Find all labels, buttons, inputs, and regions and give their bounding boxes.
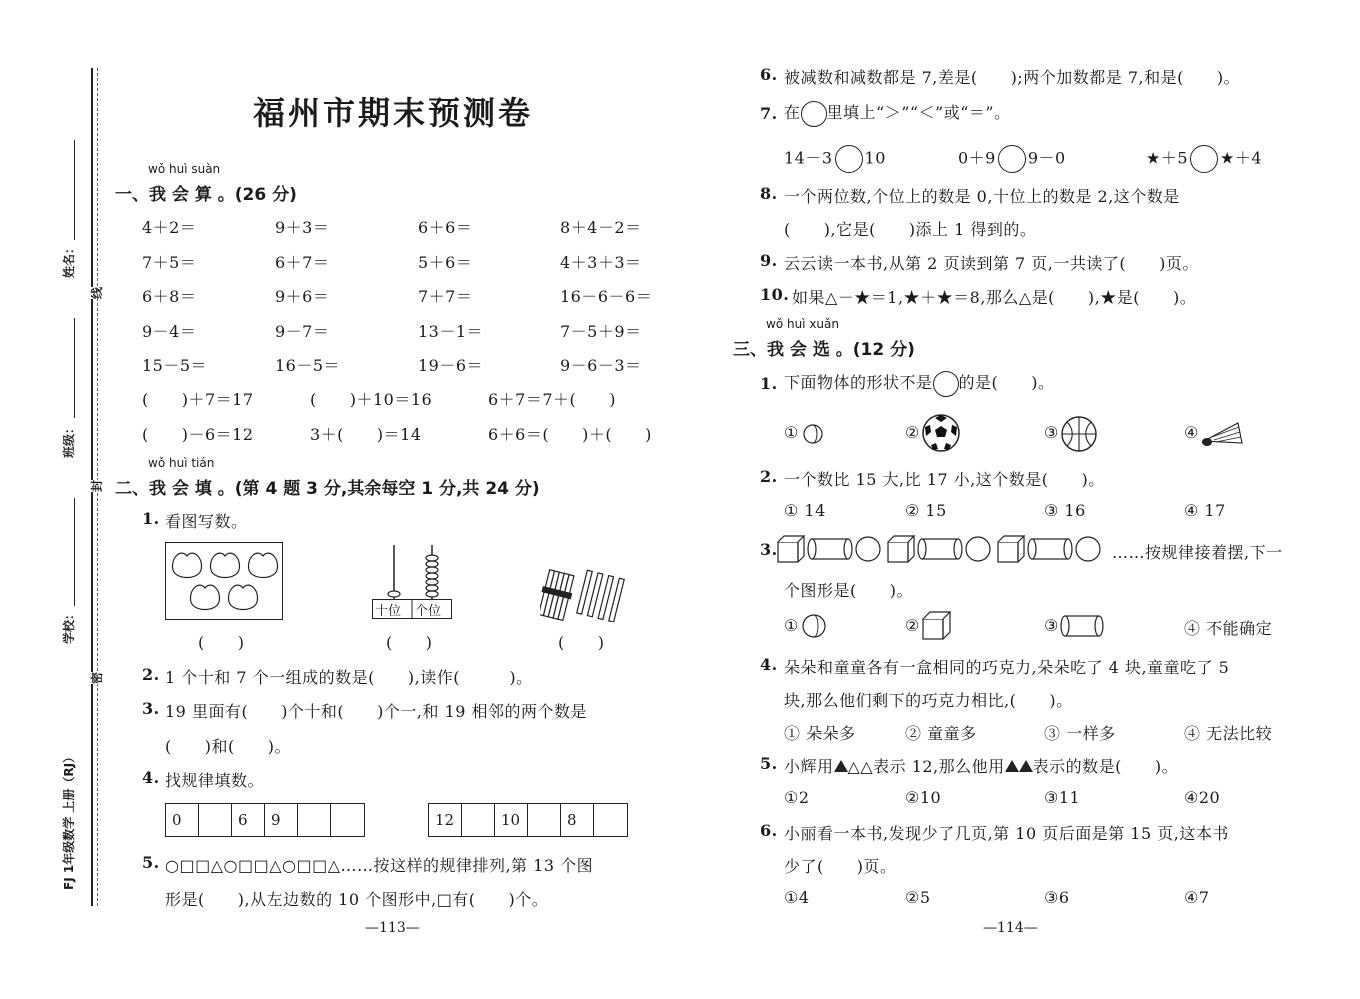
c5-text-c: 表示的数是( )。	[1032, 757, 1179, 776]
fill-row2-3: 6＋6＝( )＋( )	[488, 425, 652, 444]
fill-row2-2: 3＋( )＝14	[310, 425, 422, 444]
calc-item: 7＋5＝	[142, 252, 197, 272]
cube-icon	[778, 536, 804, 562]
c5-option-2: ②10	[905, 788, 942, 807]
section3-title: 三、我 会 选 。(12 分)	[733, 340, 915, 360]
peach-icon	[248, 553, 277, 577]
c1-option-1-label: ①	[784, 423, 799, 442]
sequence-box-1	[165, 803, 365, 837]
fill-row1-2: ( )＋10＝16	[310, 390, 433, 409]
cube-icon	[998, 536, 1024, 562]
fill-row1-1: ( )＋7＝17	[142, 390, 254, 409]
calc-item: 19－6＝	[418, 356, 484, 375]
seq2-cell: 8	[561, 804, 594, 836]
c3-option-2	[905, 616, 920, 635]
c6-option-3: ③6	[1044, 888, 1070, 907]
shuttlecock-icon	[1200, 419, 1244, 449]
calc-item: 16－6－6＝	[560, 287, 653, 306]
c1-option-2	[905, 423, 920, 442]
c1-option-3	[1044, 423, 1059, 442]
page-title: 福州市期末预测卷	[253, 94, 534, 132]
c3-option-3	[1044, 616, 1059, 635]
section2-pinyin: wǒ huì tián	[148, 456, 215, 470]
calc-item: 4＋2＝	[142, 218, 197, 237]
c6-option-2: ②5	[905, 888, 931, 907]
cylinder-icon	[808, 539, 852, 559]
c3-option-1-label: ①	[784, 616, 799, 635]
calc-item: 7＋7＝	[418, 287, 473, 306]
sticks-picture	[540, 568, 632, 622]
calc-item: 9＋3＝	[275, 218, 330, 237]
filled-triangle-icon	[1019, 760, 1033, 772]
seq1-cell: 6	[232, 804, 265, 836]
calc-item: 6＋8＝	[142, 287, 197, 306]
compare-circle-icon	[835, 145, 863, 173]
c1-number: 1.	[760, 374, 778, 393]
q7-text	[784, 100, 1011, 127]
compare-1-left: 14－3	[784, 148, 833, 168]
seq2-cell	[528, 804, 561, 836]
q9-text: 云云读一本书,从第 2 页读到第 7 页,一共读了( )页。	[784, 254, 1199, 273]
compare-3-left: ★＋5	[1146, 148, 1189, 168]
flat-disc-icon	[802, 424, 824, 444]
c1-option-4	[1184, 423, 1199, 442]
q5-text-a: ○□□△○□□△○□□△……按这样的规律排列,第 13 个图	[165, 856, 594, 875]
book-label: FJ 1年级数学 上册（RJ）	[62, 750, 76, 890]
q5-number: 5.	[142, 853, 160, 872]
cylinder-option-icon	[1060, 614, 1104, 638]
c2-number: 2.	[760, 467, 778, 486]
compare-2-left: 0＋9	[958, 148, 996, 168]
c5-option-4: ④20	[1184, 788, 1221, 807]
fill-row2-1: ( )－6＝12	[142, 425, 254, 444]
seq1-cell	[199, 804, 232, 836]
seal-mark-seal: 封	[90, 479, 104, 492]
section1-title: 一、我 会 算 。(26 分)	[115, 185, 297, 205]
c4-option-2: ② 童童多	[905, 724, 977, 743]
calc-item: 13－1＝	[418, 321, 484, 341]
q5-text-b: 形是( ),从左边数的 10 个图形中,□有( )个。	[165, 890, 549, 909]
section1-pinyin: wǒ huì suàn	[148, 162, 221, 176]
q8-text-a: 一个两位数,个位上的数是 0,十位上的数是 2,这个数是	[784, 187, 1180, 206]
seal-mark-secret: 密	[90, 671, 104, 684]
c6-number: 6.	[760, 821, 778, 840]
compare-circle-icon	[801, 101, 827, 127]
q4-text: 找规律填数。	[165, 771, 265, 790]
c3-option-3-label: ③	[1044, 616, 1059, 635]
c1-option-2-label: ②	[905, 423, 920, 442]
q3-text-b: ( )和( )。	[165, 737, 291, 756]
c6-text-a: 小丽看一本书,发现少了几页,第 10 页后面是第 15 页,这本书	[784, 824, 1229, 843]
c1-text	[784, 370, 1055, 397]
c5-text-b: 表示 12,那么他用	[873, 757, 1005, 776]
c1-text-b: 的是( )。	[958, 373, 1055, 392]
c6-option-4: ④7	[1184, 888, 1210, 907]
soccer-ball-icon	[921, 413, 961, 453]
compare-circle-icon	[1190, 145, 1218, 173]
compare-3	[1146, 145, 1262, 173]
peach-icon	[190, 585, 219, 609]
q7-text-b: 里填上“＞”“＜”或“＝”。	[826, 103, 1011, 122]
calc-item: 6＋6＝	[418, 218, 473, 237]
c2-option-3: ③ 16	[1044, 501, 1086, 520]
name-label: 姓名：	[62, 241, 76, 278]
c1-option-3-label: ③	[1044, 423, 1059, 442]
calc-item: 16－5＝	[275, 356, 341, 375]
c2-option-2: ② 15	[905, 501, 947, 520]
seq2-cell	[462, 804, 495, 836]
q1-text: 看图写数。	[165, 512, 248, 531]
q4-number: 4.	[142, 768, 160, 787]
c3-number: 3.	[760, 540, 778, 559]
c5-text	[784, 754, 1178, 777]
calc-item: 7－5＋9＝	[560, 321, 642, 341]
seq1-cell	[298, 804, 331, 836]
c5-option-3: ③11	[1044, 788, 1081, 807]
c3-option-4: ④ 不能确定	[1184, 619, 1273, 638]
calc-item: 4＋3＋3＝	[560, 252, 642, 272]
calc-item: 5＋6＝	[418, 252, 473, 272]
seq2-cell: 12	[429, 804, 462, 836]
c2-text: 一个数比 15 大,比 17 小,这个数是( )。	[784, 470, 1105, 489]
q8-text-b: ( ),它是( )添上 1 得到的。	[784, 220, 1037, 239]
section3-pinyin: wǒ huì xuǎn	[766, 317, 839, 331]
calc-item: 15－5＝	[142, 356, 208, 375]
sphere-icon	[966, 537, 990, 561]
class-label: 班级：	[62, 421, 76, 458]
sequence-box-2	[428, 803, 628, 837]
seq1-cell	[331, 804, 364, 836]
fill-row1-3: 6＋7＝7＋( )	[488, 390, 617, 409]
q7-text-a: 在	[784, 103, 801, 122]
seq1-cell: 0	[166, 804, 199, 836]
q3-number: 3.	[142, 699, 160, 718]
calc-item: 9－6－3＝	[560, 356, 642, 375]
compare-3-right: ★＋4	[1220, 148, 1263, 168]
c3-text-b: 个图形是( )。	[784, 581, 913, 600]
c1-text-a: 下面物体的形状不是	[784, 373, 933, 392]
sphere-icon	[856, 537, 880, 561]
c4-option-1: ① 朵朵多	[784, 724, 856, 743]
c5-number: 5.	[760, 754, 778, 773]
calc-item: 9－4＝	[142, 321, 197, 341]
q6-number: 6.	[760, 65, 778, 84]
basketball-icon	[1060, 415, 1098, 453]
c4-text-a: 朵朵和童童各有一盒相同的巧克力,朵朵吃了 4 块,童童吃了 5	[784, 658, 1230, 677]
peach-icon	[228, 585, 257, 609]
c3-option-2-label: ②	[905, 616, 920, 635]
c6-option-1: ①4	[784, 888, 810, 907]
c3-option-1	[784, 616, 799, 635]
compare-1	[784, 145, 886, 173]
circle-shape-icon	[933, 371, 959, 397]
c2-option-1: ① 14	[784, 501, 826, 520]
c6-text-b: 少了( )页。	[784, 857, 897, 876]
q10-text: 如果△－★＝1,★＋★＝8,那么△是( ),★是( )。	[792, 288, 1197, 307]
compare-1-right: 10	[864, 148, 886, 168]
seq2-cell: 10	[495, 804, 528, 836]
c4-option-4: ④ 无法比较	[1184, 724, 1273, 743]
q1-answer-3: ( )	[558, 633, 605, 652]
q9-number: 9.	[760, 251, 778, 270]
calc-item: 9－7＝	[275, 321, 330, 341]
seq1-cell: 9	[265, 804, 298, 836]
q1-answer-2: ( )	[386, 633, 433, 652]
cylinder-icon	[918, 539, 962, 559]
peaches-picture	[165, 542, 283, 620]
school-field-line	[74, 498, 75, 606]
peach-icon	[210, 553, 239, 577]
q2-number: 2.	[142, 665, 160, 684]
q8-number: 8.	[760, 184, 778, 203]
c5-text-a: 小辉用	[784, 757, 834, 776]
cylinder-icon	[1028, 539, 1072, 559]
q10-number: 10.	[760, 285, 790, 304]
sphere-icon	[1076, 537, 1100, 561]
filled-triangle-icon	[1005, 760, 1019, 772]
abacus-tens-label: 十位	[375, 604, 402, 619]
c4-option-3: ③ 一样多	[1044, 724, 1116, 743]
compare-2-right: 9－0	[1027, 148, 1066, 168]
hollow-triangle-icon: △△	[847, 757, 874, 776]
q7-number: 7.	[760, 104, 778, 123]
q6-text: 被减数和减数都是 7,差是( );两个加数都是 7,和是( )。	[784, 68, 1241, 87]
q1-number: 1.	[142, 509, 160, 528]
calc-item: 9＋6＝	[275, 287, 330, 306]
calc-item: 8＋4－2＝	[560, 218, 642, 237]
abacus-ones-label: 个位	[415, 604, 442, 619]
q3-text-a: 19 里面有( )个十和( )个一,和 19 相邻的两个数是	[165, 702, 588, 721]
c1-option-4-label: ④	[1184, 423, 1199, 442]
school-label: 学校：	[62, 607, 76, 644]
section2-title: 二、我 会 填 。(第 4 题 3 分,其余每空 1 分,共 24 分)	[115, 479, 540, 499]
seal-mark-line: 线	[90, 286, 104, 299]
q2-text: 1 个十和 7 个一组成的数是( ),读作( )。	[165, 668, 533, 687]
compare-circle-icon	[998, 145, 1026, 173]
c4-number: 4.	[760, 655, 778, 674]
page-number-right: —114—	[983, 920, 1038, 936]
c4-text-b: 块,那么他们剩下的巧克力相比,( )。	[784, 691, 1073, 710]
cube-option-icon	[921, 610, 953, 640]
calc-item: 6＋7＝	[275, 252, 330, 272]
class-field-line	[74, 318, 75, 418]
page-number-left: —113—	[365, 920, 420, 936]
cube-icon	[888, 536, 914, 562]
c5-option-1: ①2	[784, 788, 810, 807]
c2-option-4: ④ 17	[1184, 501, 1226, 520]
c1-option-1	[784, 423, 799, 442]
sphere-option-icon	[801, 613, 827, 639]
shape-pattern-row	[776, 534, 1112, 564]
filled-triangle-icon	[834, 760, 848, 772]
name-field-line	[74, 140, 75, 240]
q1-answer-1: ( )	[198, 633, 245, 652]
compare-2	[958, 145, 1066, 173]
seq2-cell	[594, 804, 627, 836]
peach-icon	[172, 553, 201, 577]
c3-text-a: ……按规律接着摆,下一	[1112, 543, 1283, 562]
